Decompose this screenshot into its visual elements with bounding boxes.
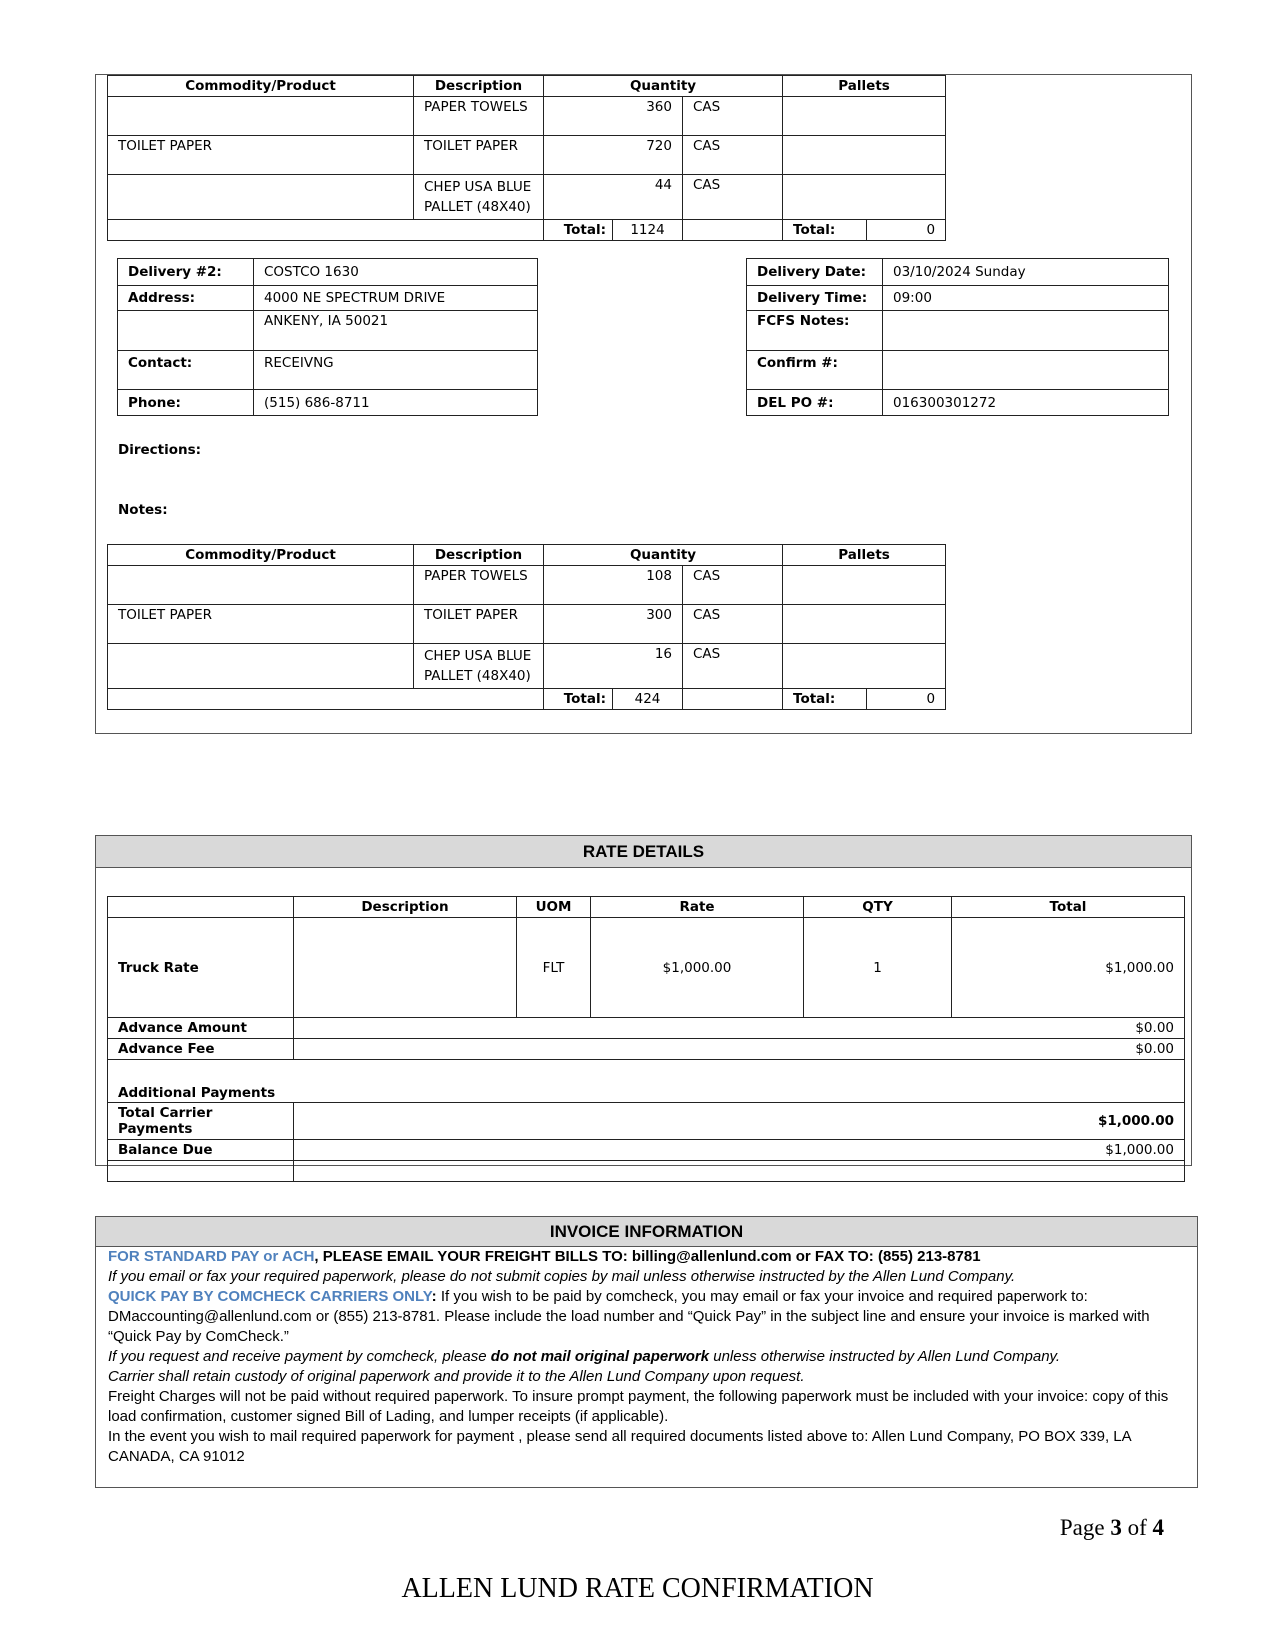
quantity-total-label: Total: [544,689,613,710]
col-header-quantity: Quantity [544,545,783,566]
pallets-total-label: Total: [783,689,867,710]
table-row: PAPER TOWELS 360 CAS [108,97,946,136]
table-row: TOILET PAPER TOILET PAPER 300 CAS [108,605,946,644]
delivery-info-table: Delivery #2: COSTCO 1630 Address: 4000 NE SPECTRUM DRIVE ANKENY, IA 50021 Contact: RECEIVNG Phone: (515) 686-8711 [117,258,538,416]
col-header-commodity: Commodity/Product [108,76,414,97]
balance-due: $1,000.00 [294,1140,1185,1161]
delivery-schedule-table: Delivery Date: 03/10/2024 Sunday Delivery Time: 09:00 FCFS Notes: Confirm #: DEL PO #: 016300301272 [746,258,1169,416]
quantity-total-label: Total: [544,220,613,241]
document-title: ALLEN LUND RATE CONFIRMATION [401,1573,874,1604]
rate-details-title: RATE DETAILS [96,836,1191,868]
table-row: PAPER TOWELS 108 CAS [108,566,946,605]
additional-payments-label: Additional Payments [108,1060,1185,1103]
commodity-table-2 [107,544,946,710]
col-header-commodity: Commodity/Product [108,545,414,566]
invoice-information-section: INVOICE INFORMATION FOR STANDARD PAY or ACH, PLEASE EMAIL YOUR FREIGHT BILLS TO: billing@allenlund.com or FAX TO: (855) 213-8781 If you email or fax your required paperwork, please do not submit copies by mail unless otherwise instructed by the Allen Lund Company. QUICK PAY BY COMCHECK CARRIERS ONLY: If you wish to be paid by comcheck, you may email or fax your invoice and required paperwork to: DMaccounting@allenlund.com or (855) 213-8781. Please include the load number and “Quick Pay” in the subject line and ensure your invoice is marked with “Quick Pay by ComCheck.” If you request and receive payment by comcheck, please do not mail original paperwork unless otherwise instructed by Allen Lund Company. Carrier shall retain custody of original paperwork and provide it to the Allen Lund Company upon request. Freight Charges will not be paid without required paperwork. To insure prompt payment, the following paperwork must be included with your invoice: copy of this load confirmation, customer signed Bill of Lading, and lumper receipts (if applicable). In the event you wish to mail required paperwork for payment , please send all required documents listed above to: Allen Lund Company, PO BOX 339, LA CANADA, CA 91012 [95,1216,1198,1488]
notes-label: Notes: [118,502,168,518]
delivery-address-line2: ANKENY, IA 50021 [254,311,538,351]
col-header-description: Description [414,545,544,566]
standard-pay-line: FOR STANDARD PAY or ACH, PLEASE EMAIL YOUR FREIGHT BILLS TO: billing@allenlund.com or FAX TO: (855) 213-8781 [108,1248,981,1265]
col-header-total: Total [952,897,1185,918]
truck-rate-row: Truck Rate FLT $1,000.00 1 $1,000.00 [108,918,1185,1018]
table-row: CHEP USA BLUE PALLET (48X40) 44 CAS [108,175,946,220]
col-header-qty: QTY [804,897,952,918]
col-header-description: Description [414,76,544,97]
page-number: Page 3 of 4 [1059,1515,1164,1540]
advance-fee: $0.00 [294,1039,1185,1060]
pallets-total-label: Total: [783,220,867,241]
col-header-quantity: Quantity [544,76,783,97]
delivery-date: 03/10/2024 Sunday [883,259,1169,286]
commodity-table-1 [107,75,946,241]
delivery-contact: RECEIVNG [254,351,538,390]
pallets-total: 0 [867,220,946,241]
col-header-pallets: Pallets [783,76,946,97]
col-header-pallets: Pallets [783,545,946,566]
fcfs-notes [883,311,1169,351]
invoice-information-title: INVOICE INFORMATION [96,1217,1197,1247]
rate-table: Description UOM Rate QTY Total Truck Rate FLT $1,000.00 1 $1,000.00 Advance Amount $0.00 Advance Fee $0.00 Additional Payments Total Carrier Payments $1,000.00 Balance Due $1,000.00 [107,896,1185,1182]
directions-label: Directions: [118,442,202,458]
col-header-description: Description [294,897,517,918]
delivery-time: 09:00 [883,286,1169,311]
total-carrier-payments: $1,000.00 [294,1103,1185,1140]
table-row: TOILET PAPER TOILET PAPER 720 CAS [108,136,946,175]
confirm-number [883,351,1169,390]
advance-amount: $0.00 [294,1018,1185,1039]
del-po-number: 016300301272 [883,390,1169,416]
pallets-total: 0 [867,689,946,710]
col-header-rate: Rate [591,897,804,918]
col-header-uom: UOM [517,897,591,918]
delivery-phone: (515) 686-8711 [254,390,538,416]
quick-pay-line: QUICK PAY BY COMCHECK CARRIERS ONLY: If you wish to be paid by comcheck, you may email or fax your invoice and required paperwork to: DMaccounting@allenlund.com or (855) 213-8781. Please include the load number and “Quick Pay” in the subject line and ensure your invoice is marked with “Quick Pay by ComCheck.” [108,1288,1150,1345]
quantity-total: 1124 [613,220,683,241]
delivery-address-line1: 4000 NE SPECTRUM DRIVE [254,286,538,311]
delivery-location: COSTCO 1630 [254,259,538,286]
table-row: CHEP USA BLUE PALLET (48X40) 16 CAS [108,644,946,689]
quantity-total: 424 [613,689,683,710]
